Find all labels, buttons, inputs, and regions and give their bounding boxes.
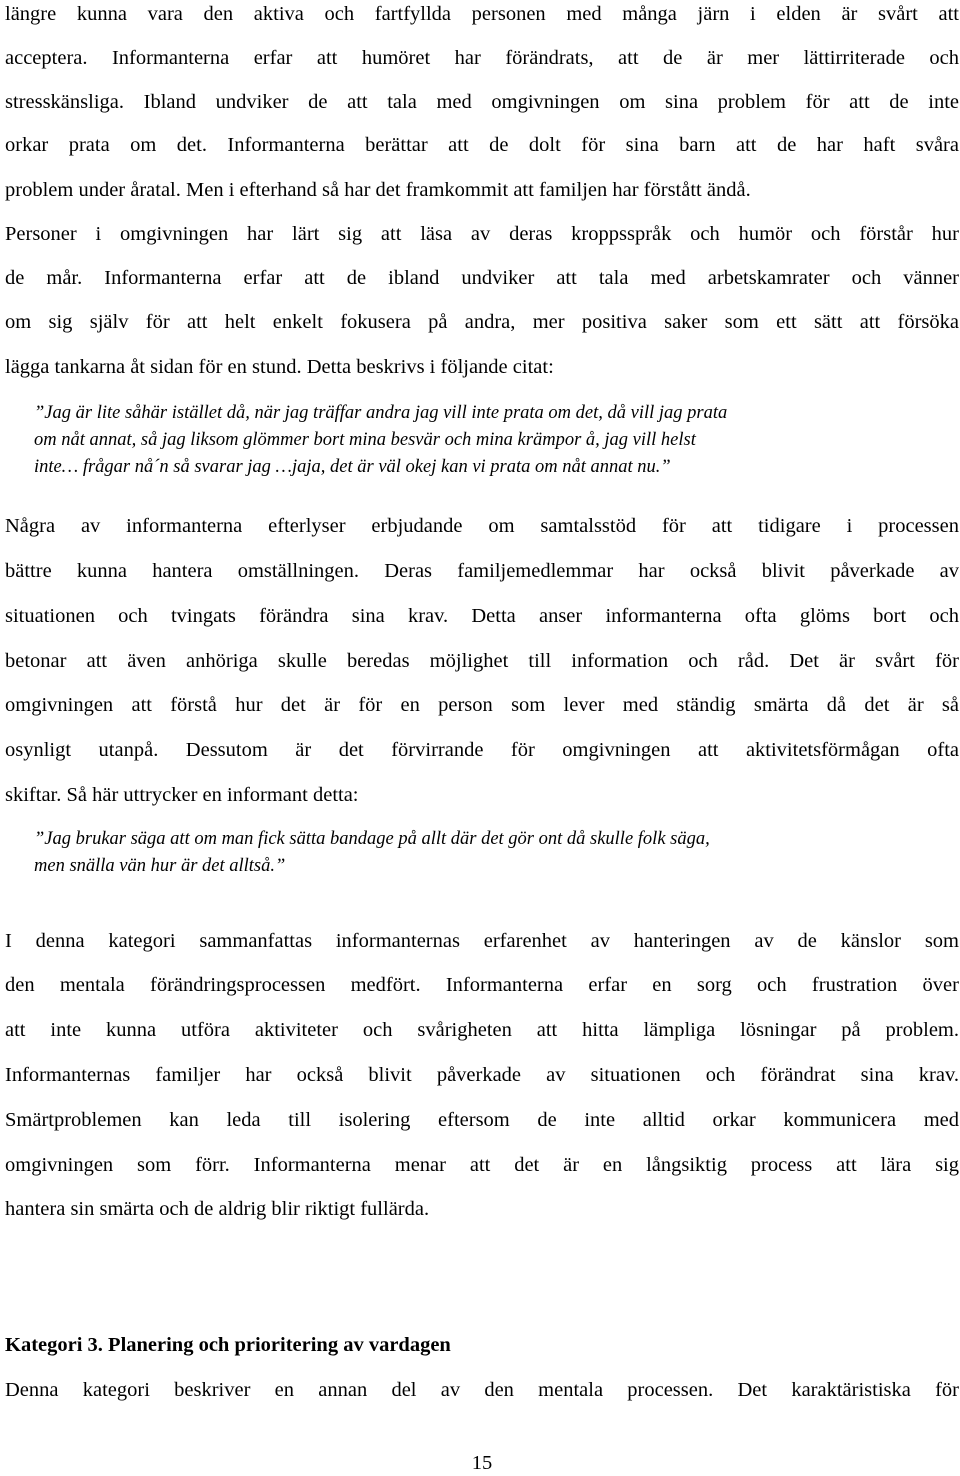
text-line: Personer i omgivningen har lärt sig att läsa av deras kroppsspråk och humör och förstår hur [5,223,959,245]
text-line: lägga tankarna åt sidan för en stund. Detta beskrivs i följande citat: [5,356,554,378]
quote-line: om nåt annat, så jag liksom glömmer bort mina besvär och mina krämpor å, jag vill helst [34,430,696,450]
text-line: om sig själv för att helt enkelt fokusera på andra, mer positiva saker som ett sätt att försöka [5,311,959,333]
text-line: stresskänsliga. Ibland undviker de att tala med omgivningen om sina problem för att de inte [5,91,959,113]
text-line: de mår. Informanterna erfar att de ibland undviker att tala med arbetskamrater och vänner [5,267,959,289]
text-line: skiftar. Så här uttrycker en informant detta: [5,784,359,806]
section-heading: Kategori 3. Planering och prioritering av vardagen [5,1334,451,1356]
text-line: problem under åratal. Men i efterhand så har det framkommit att familjen har förstått ändå. [5,179,751,201]
text-line: acceptera. Informanterna erfar att humöret har förändrats, att de är mer lättirriterade och [5,47,959,69]
text-line: orkar prata om det. Informanterna berättar att de dolt för sina barn att de har haft svåra [5,134,959,156]
page-number: 15 [471,1452,493,1474]
quote-line: ”Jag är lite såhär istället då, när jag träffar andra jag vill inte prata om det, då vill jag prata [34,403,728,423]
quote-line: men snälla vän hur är det alltså.” [34,856,286,876]
text-line: betonar att även anhöriga skulle beredas möjlighet till information och råd. Det är svårt för [5,650,959,672]
text-line: den mentala förändringsprocessen medfört. Informanterna erfar en sorg och frustration över [5,974,959,996]
text-line: Informanternas familjer har också blivit påverkade av situationen och förändrat sina krav. [5,1064,959,1086]
text-line: situationen och tvingats förändra sina krav. Detta anser informanterna ofta glöms bort och [5,605,959,627]
quote-line: inte… frågar nå´n så svarar jag …jaja, det är väl okej kan vi prata om nåt annat nu.” [34,457,671,477]
text-line: Några av informanterna efterlyser erbjudande om samtalsstöd för att tidigare i processen [5,515,959,537]
text-line: Smärtproblemen kan leda till isolering eftersom de inte alltid orkar kommunicera med [5,1109,959,1131]
text-line: I denna kategori sammanfattas informanternas erfarenhet av hanteringen av de känslor som [5,930,959,952]
text-line: omgivningen att förstå hur det är för en person som lever med ständig smärta då det är så [5,694,959,716]
text-line: osynligt utanpå. Dessutom är det förvirrande för omgivningen att aktivitetsförmågan ofta [5,739,959,761]
text-line: bättre kunna hantera omställningen. Deras familjemedlemmar har också blivit påverkade av [5,560,959,582]
text-line: hantera sin smärta och de aldrig blir riktigt fullärda. [5,1198,430,1220]
text-line: omgivningen som förr. Informanterna menar att det är en långsiktig process att lära sig [5,1154,959,1176]
quote-line: ”Jag brukar säga att om man fick sätta bandage på allt där det gör ont då skulle folk säga, [34,829,710,849]
text-line: längre kunna vara den aktiva och fartfyllda personen med många järn i elden är svårt att [5,3,959,25]
text-line: att inte kunna utföra aktiviteter och svårigheten att hitta lämpliga lösningar på problem. [5,1019,959,1041]
text-line: Denna kategori beskriver en annan del av den mentala processen. Det karaktäristiska för [5,1379,959,1401]
